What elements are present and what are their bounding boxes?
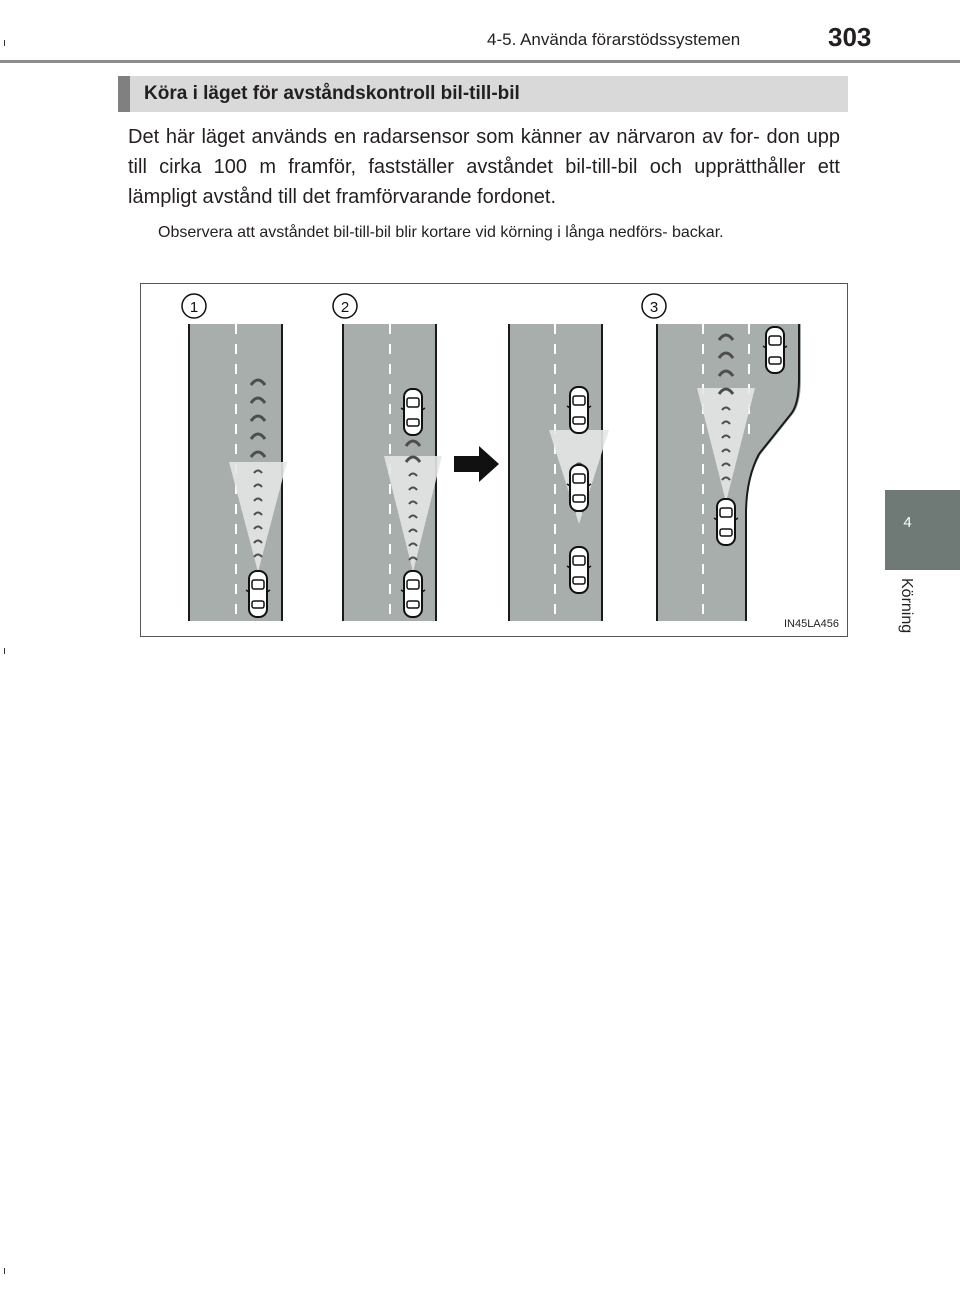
- crop-mark-top-left: [4, 40, 5, 46]
- road-3: [509, 324, 609, 621]
- body-paragraph: Det här läget används en radarsensor som känner av närvaron av for- don upp till cirka 100 m framför, fastställer avståndet bil-till-bil och upprätthåller ett lämpligt avstånd till det framförvarande fordonet.: [128, 126, 840, 208]
- car-icon: [567, 465, 591, 511]
- car-icon: [567, 387, 591, 433]
- road-4: [657, 324, 801, 621]
- page-number: 303: [828, 22, 872, 52]
- section-heading: Köra i läget för avståndskontroll bil-till-bil: [144, 83, 520, 104]
- car-icon: [567, 547, 591, 593]
- car-icon: [714, 499, 738, 545]
- callout-1: [182, 294, 206, 318]
- arrow-right-icon: [454, 446, 499, 482]
- callout-2: [333, 294, 357, 318]
- chapter-label: Körning: [898, 578, 915, 634]
- callout-3: [642, 294, 666, 318]
- chapter-number: 4: [903, 514, 912, 531]
- section-heading-bar: [118, 76, 848, 112]
- car-icon: [401, 389, 425, 435]
- chapter-label-container: [883, 578, 923, 658]
- header-rule: [0, 60, 960, 63]
- chapter-tab: [885, 490, 960, 570]
- illustration-svg: [141, 284, 847, 636]
- car-icon: [401, 571, 425, 617]
- illustration-figure: [140, 283, 848, 637]
- road-1: [189, 324, 287, 621]
- car-icon: [763, 327, 787, 373]
- road-2: [343, 324, 442, 621]
- callout-1-label: 1: [189, 299, 199, 316]
- running-header-section: 4-5. Använda förarstödssystemen: [487, 30, 741, 49]
- figure-code: IN45LA456: [783, 618, 839, 630]
- callout-3-label: 3: [649, 299, 659, 316]
- crop-mark-mid-left: [4, 648, 5, 654]
- callout-2-label: 2: [340, 299, 350, 316]
- note-paragraph: Observera att avståndet bil-till-bil blir kortare vid körning i långa nedförs- backar.: [158, 224, 724, 241]
- car-icon: [246, 571, 270, 617]
- crop-mark-bottom-left: [4, 1268, 5, 1274]
